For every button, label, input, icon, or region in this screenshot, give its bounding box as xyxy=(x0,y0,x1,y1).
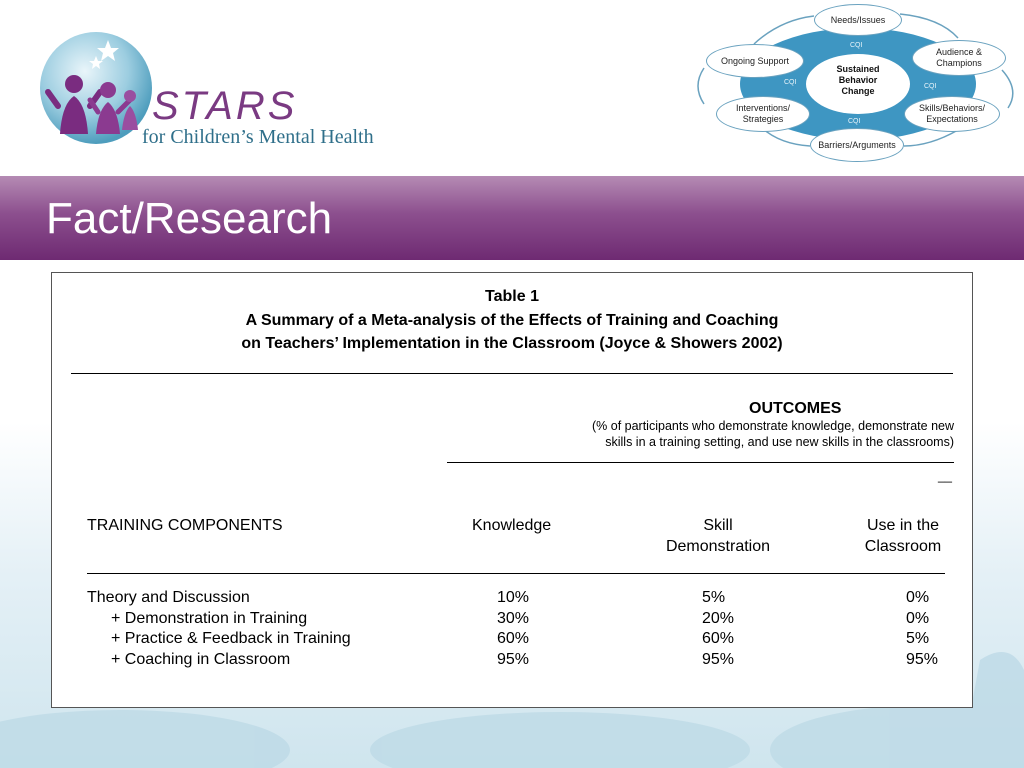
stars-logo-icon xyxy=(38,26,158,146)
row-skill: 60% xyxy=(702,630,735,647)
cqi-label: CQI xyxy=(924,83,937,90)
header xyxy=(0,0,1024,176)
outcomes-dash: __ xyxy=(938,469,952,483)
cqi-label: CQI xyxy=(848,118,861,125)
row-label: + Coaching in Classroom xyxy=(111,651,291,668)
row-label: Theory and Discussion xyxy=(87,589,250,606)
row-knowledge: 10% xyxy=(497,589,530,606)
logo-tagline: for Children’s Mental Health xyxy=(142,126,374,148)
row-knowledge: 30% xyxy=(497,610,530,627)
header-use-2: Classroom xyxy=(864,538,942,555)
cycle-node-needs: Needs/Issues xyxy=(814,4,902,36)
logo-brand: STARS xyxy=(152,84,298,128)
cqi-label: CQI xyxy=(850,42,863,49)
row-use: 0% xyxy=(906,589,930,606)
divider xyxy=(447,462,954,463)
row-skill: 5% xyxy=(702,589,726,606)
page-title: Fact/Research xyxy=(46,194,333,243)
header-use: Use in the xyxy=(866,517,940,534)
cycle-center-label: Sustained Behavior Change xyxy=(836,64,880,96)
row-use: 0% xyxy=(906,610,930,627)
header-knowledge: Knowledge xyxy=(472,517,552,534)
cycle-node-support: Ongoing Support xyxy=(706,44,804,78)
row-skill: 95% xyxy=(702,651,735,668)
header-components: TRAINING COMPONENTS xyxy=(87,517,283,534)
row-label: + Demonstration in Training xyxy=(111,610,308,627)
divider xyxy=(87,573,945,574)
outcomes-title: OUTCOMES xyxy=(749,400,842,417)
header-skill-2: Demonstration xyxy=(665,538,771,555)
behavior-change-cycle xyxy=(690,0,1024,176)
outcomes-note-2: skills in a training setting, and use new skills in the classrooms) xyxy=(605,435,954,449)
cycle-node-interventions: Interventions/ Strategies xyxy=(716,96,810,132)
row-use: 5% xyxy=(906,630,930,647)
row-label: + Practice & Feedback in Training xyxy=(111,630,351,647)
header-skill: Skill xyxy=(703,517,733,534)
table-title: Table 1 xyxy=(485,288,539,305)
table-subtitle-2: on Teachers’ Implementation in the Classroom (Joyce & Showers 2002) xyxy=(241,335,783,352)
title-banner xyxy=(0,176,1024,260)
row-knowledge: 60% xyxy=(497,630,530,647)
cycle-node-audience: Audience & Champions xyxy=(912,40,1006,76)
cycle-node-barriers: Barriers/Arguments xyxy=(810,128,904,162)
table-subtitle-1: A Summary of a Meta-analysis of the Effects of Training and Coaching xyxy=(245,312,779,329)
row-knowledge: 95% xyxy=(497,651,530,668)
cqi-label: CQI xyxy=(784,79,797,86)
research-table-panel xyxy=(51,272,973,708)
cycle-node-skills: Skills/Behaviors/ Expectations xyxy=(904,96,1000,132)
row-skill: 20% xyxy=(702,610,735,627)
divider xyxy=(71,373,953,374)
outcomes-note-1: (% of participants who demonstrate knowledge, demonstrate new xyxy=(592,419,954,433)
row-use: 95% xyxy=(906,651,939,668)
